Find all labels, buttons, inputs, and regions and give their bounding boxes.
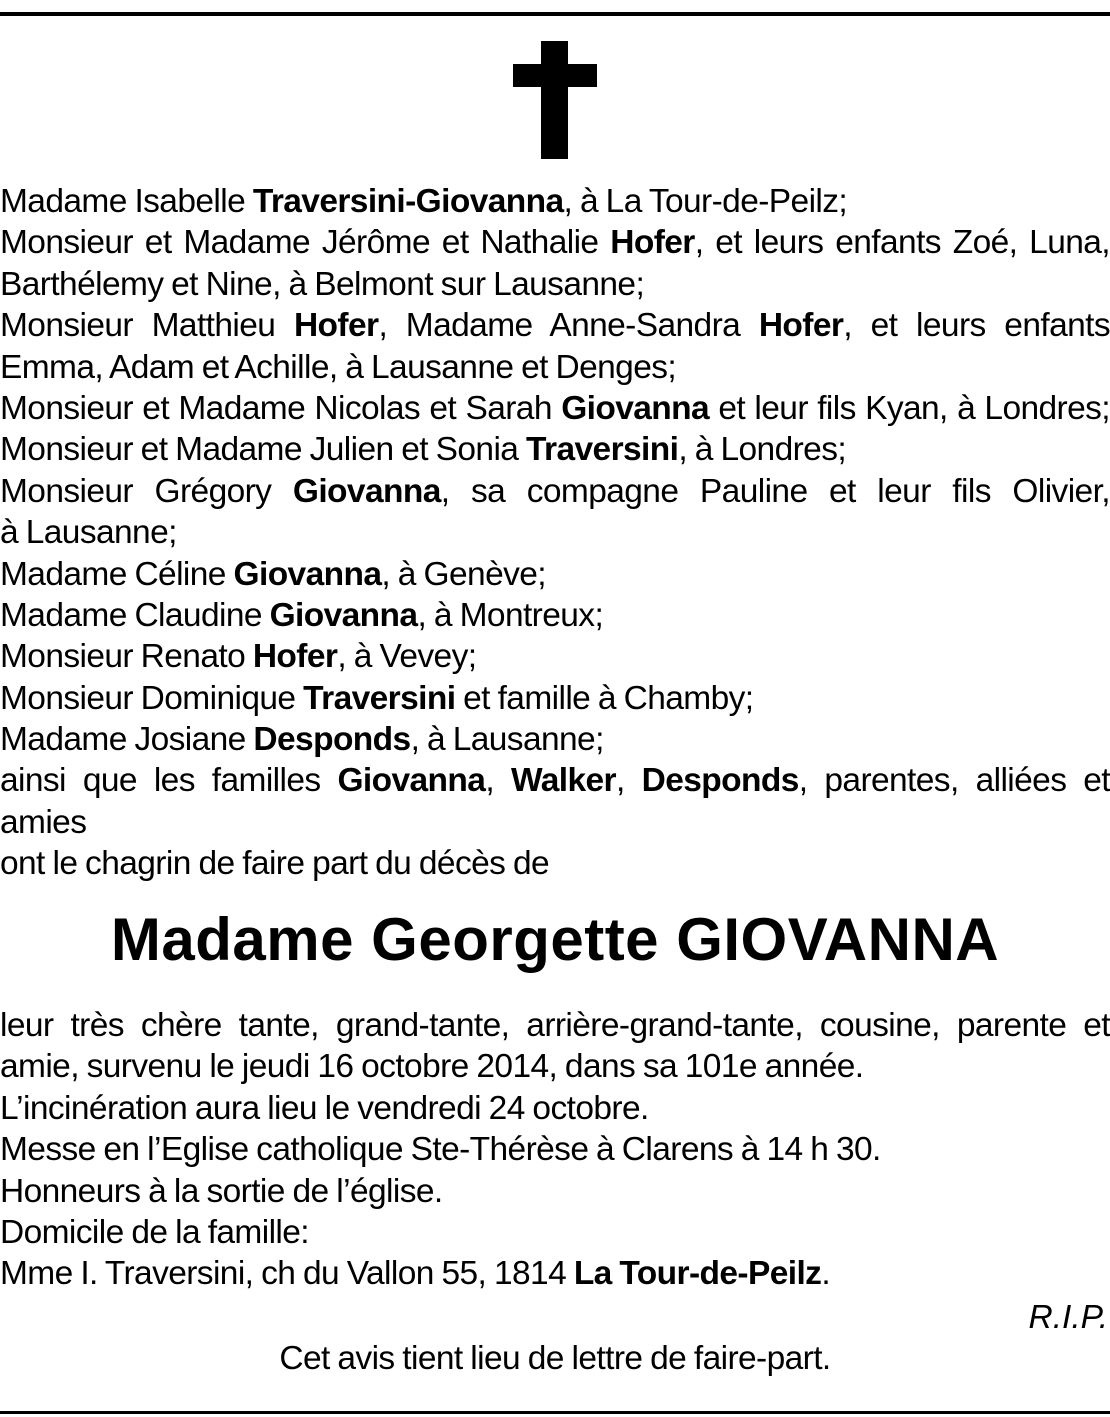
surname: Traversini-Giovanna xyxy=(252,183,564,220)
family-line xyxy=(0,264,1110,305)
surname: Desponds xyxy=(641,762,799,800)
detail-line xyxy=(0,1212,1110,1253)
text-segment: , à Montreux; xyxy=(417,596,604,634)
bottom-rule xyxy=(0,1411,1110,1414)
family-line xyxy=(0,429,1110,470)
text-segment: Monsieur Dominique xyxy=(0,679,304,717)
family-line xyxy=(0,554,1110,595)
text-segment: Madame Josiane xyxy=(0,721,254,759)
text-segment: amie, survenu le jeudi 16 octobre 2014, dans sa 101e année. xyxy=(0,1048,864,1086)
text-segment: . xyxy=(821,1255,831,1293)
surname: Walker xyxy=(510,762,616,800)
rip-text: R.I.P. xyxy=(1028,1299,1108,1336)
surname: Hofer xyxy=(758,307,844,345)
family-line xyxy=(0,471,1110,512)
surname: La Tour-de-Peilz xyxy=(573,1255,822,1293)
cross-icon-vertical xyxy=(541,41,568,159)
death-details xyxy=(0,1005,1110,1295)
text-segment: Madame Claudine xyxy=(0,596,270,634)
text-segment: Madame Céline xyxy=(0,555,234,593)
deceased-name: Madame Georgette GIOVANNA xyxy=(110,906,1000,973)
family-list xyxy=(0,181,1110,885)
detail-line xyxy=(0,1129,1110,1170)
detail-line xyxy=(0,1046,1110,1087)
text-segment: , à Vevey; xyxy=(337,638,477,676)
family-line xyxy=(0,181,1110,222)
text-segment: , à Lausanne; xyxy=(410,721,604,759)
text-segment: Emma, Adam et Achille, à Lausanne et Denges; xyxy=(0,348,677,386)
surname: Giovanna xyxy=(337,762,486,800)
detail-line xyxy=(0,1171,1110,1212)
text-segment: Monsieur et Madame Jérôme et Nathalie xyxy=(0,224,611,262)
text-segment: ont le chagrin de faire part du décès de xyxy=(0,845,550,883)
detail-line xyxy=(0,1005,1110,1046)
text-segment: , à Genève; xyxy=(381,555,546,593)
text-segment: , à Londres; xyxy=(678,431,847,469)
text-segment: , xyxy=(485,762,511,800)
family-line xyxy=(0,760,1110,801)
text-segment: Monsieur Matthieu xyxy=(0,307,294,345)
text-segment: , sa compagne Pauline et leur fils Olivier, xyxy=(440,472,1110,510)
family-line xyxy=(0,222,1110,263)
text-segment: , et leurs enfants Zoé, Luna, xyxy=(694,224,1110,262)
text-segment: Madame Isabelle xyxy=(0,183,253,220)
surname: Hofer xyxy=(610,224,695,262)
text-segment: L’incinération aura lieu le vendredi 24 octobre. xyxy=(0,1089,649,1127)
text-segment: , et leurs enfants xyxy=(843,307,1110,345)
text-segment: et famille à Chamby; xyxy=(455,679,754,717)
text-segment: , à La Tour-de-Peilz; xyxy=(563,183,848,220)
surname: Giovanna xyxy=(292,472,441,510)
text-segment: Honneurs à la sortie de l’église. xyxy=(0,1172,443,1210)
family-line xyxy=(0,305,1110,346)
surname: Traversini xyxy=(303,679,456,717)
text-segment: Monsieur Grégory xyxy=(0,472,293,510)
family-line xyxy=(0,719,1110,760)
text-segment: leur très chère tante, grand-tante, arrière-grand-tante, cousine, parente et xyxy=(0,1007,1110,1044)
surname: Desponds xyxy=(253,721,411,759)
text-segment: , xyxy=(615,762,642,800)
text-segment: Monsieur et Madame Julien et Sonia xyxy=(0,431,527,469)
family-line xyxy=(0,802,1110,843)
text-segment: et leur fils Kyan, à Londres; xyxy=(709,389,1110,427)
surname: Giovanna xyxy=(561,389,710,427)
text-segment: Barthélemy et Nine, à Belmont sur Lausanne; xyxy=(0,265,645,303)
text-segment: Messe en l’Eglise catholique Ste-Thérèse à Clarens à 14 h 30. xyxy=(0,1131,881,1169)
detail-line xyxy=(0,1253,1110,1294)
family-line xyxy=(0,512,1110,553)
text-segment: Domicile de la famille: xyxy=(0,1213,310,1251)
family-line xyxy=(0,347,1110,388)
family-line xyxy=(0,843,1110,884)
surname: Giovanna xyxy=(233,555,382,593)
text-segment: , parentes, alliées et xyxy=(798,762,1110,800)
family-line xyxy=(0,636,1110,677)
text-segment: , Madame Anne-Sandra xyxy=(378,307,759,345)
text-segment: Mme I. Traversini, ch du Vallon 55, 1814 xyxy=(0,1255,574,1293)
text-segment: à Lausanne; xyxy=(0,514,177,552)
footer-note: Cet avis tient lieu de lettre de faire-part. xyxy=(279,1340,831,1377)
text-segment: Monsieur Renato xyxy=(0,638,253,676)
family-line xyxy=(0,388,1110,429)
detail-line xyxy=(0,1088,1110,1129)
surname: Hofer xyxy=(252,638,338,676)
text-segment: amies xyxy=(0,803,87,841)
family-line xyxy=(0,678,1110,719)
surname: Traversini xyxy=(526,431,679,469)
family-line xyxy=(0,595,1110,636)
surname: Hofer xyxy=(293,307,379,345)
surname: Giovanna xyxy=(269,596,418,634)
cross-icon-horizontal xyxy=(513,64,597,87)
top-rule xyxy=(0,12,1110,16)
text-segment: Monsieur et Madame Nicolas et Sarah xyxy=(0,389,562,427)
cross-icon xyxy=(0,41,1110,159)
text-segment: ainsi que les familles xyxy=(0,762,338,800)
